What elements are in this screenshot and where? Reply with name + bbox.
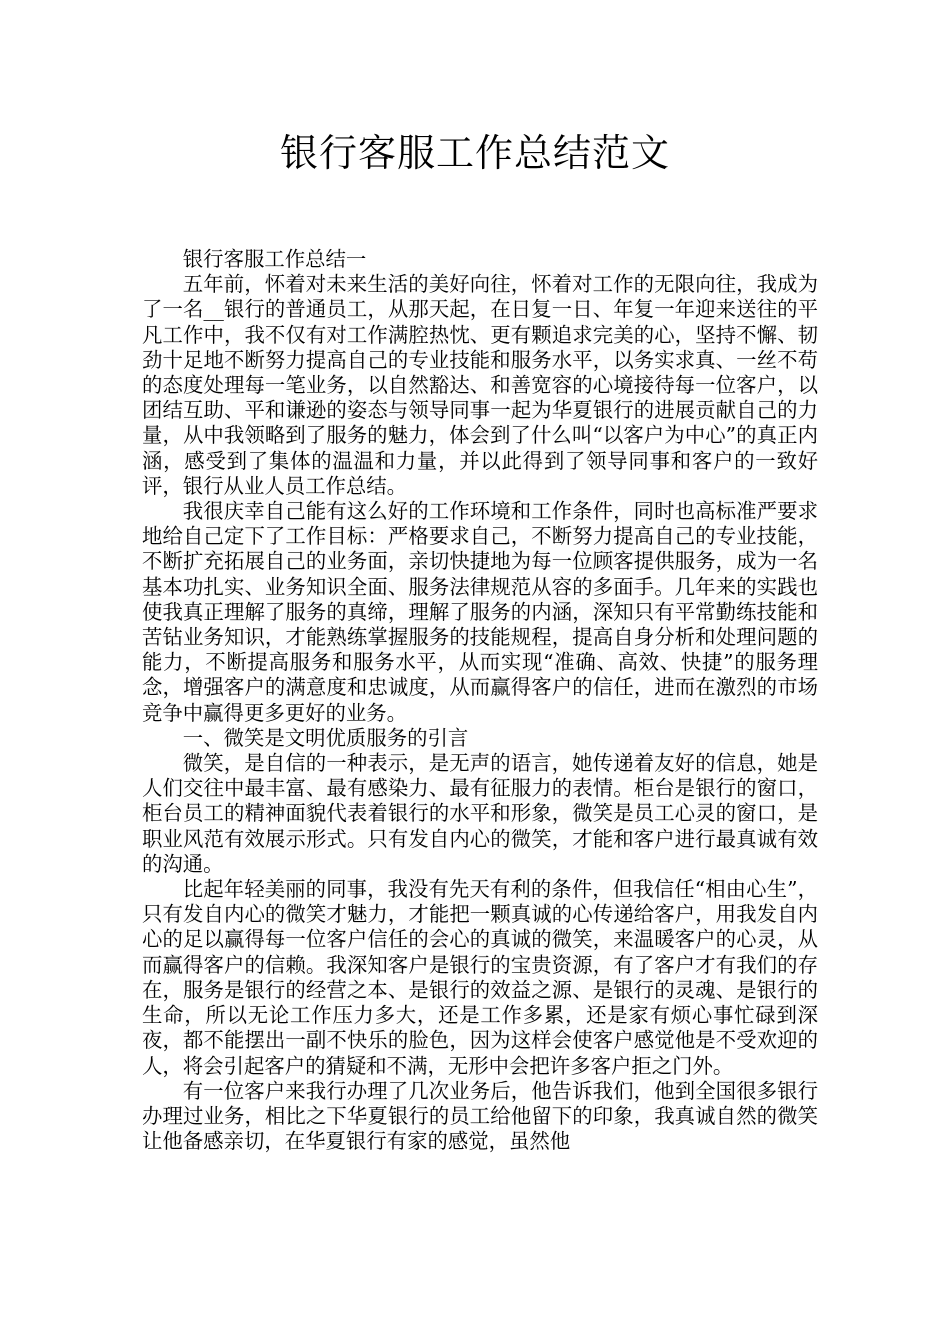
document-body xyxy=(142,247,818,1154)
paragraph: 微笑，是自信的一种表示，是无声的语言，她传递着友好的信息，她是人们交往中最丰富、最有感染力、最有征服力的表情。柜台是银行的窗口，柜台员工的精神面貌代表着银行的水平和形象，微笑是员工心灵的窗口，是职业风范有效展示形式。只有发自内心的微笑，才能和客户进行最真诚有效的沟通。 xyxy=(142,751,818,876)
paragraph: 我很庆幸自己能有这么好的工作环境和工作条件，同时也高标准严要求地给自己定下了工作目标：严格要求自己，不断努力提高自己的专业技能，不断扩充拓展自己的业务面，亲切快捷地为每一位顾客提供服务，成为一名基本功扎实、业务知识全面、服务法律规范从容的多面手。几年来的实践也使我真正理解了服务的真缔，理解了服务的内涵，深知只有平常勤练技能和苦钻业务知识，才能熟练掌握服务的技能规程，提高自身分析和处理问题的能力，不断提高服务和服务水平，从而实现“准确、高效、快捷”的服务理念，增强客户的满意度和忠诚度，从而赢得客户的信任，进而在激烈的市场竞争中赢得更多更好的业务。 xyxy=(142,499,818,725)
section-title: 银行客服工作总结一 xyxy=(182,247,367,271)
document-title: 银行客服工作总结范文 xyxy=(279,131,670,175)
paragraph: 有一位客户来我行办理了几次业务后，他告诉我们，他到全国很多银行办理过业务，相比之下华夏银行的员工给他留下的印象，我真诚自然的微笑让他备感亲切，在华夏银行有家的感觉，虽然他 xyxy=(142,1078,818,1154)
subheading: 一、微笑是文明优质服务的引言 xyxy=(182,725,469,750)
paragraph: 比起年轻美丽的同事，我没有先天有利的条件，但我信任“相由心生”，只有发自内心的微笑才魅力，才能把一颗真诚的心传递给客户，用我发自内心的足以赢得每一位客户信任的会心的真诚的微笑，来温暖客户的心灵，从而赢得客户的信赖。我深知客户是银行的宝贵资源，有了客户才有我们的存在，服务是银行的经营之本、是银行的效益之源、是银行的灵魂、是银行的生命，所以无论工作压力多大，还是工作多累，还是家有烦心事忙碌到深夜，都不能摆出一副不快乐的脸色，因为这样会使客户感觉他是不受欢迎的人，将会引起客户的猜疑和不满，无形中会把许多客户拒之门外。 xyxy=(142,877,818,1078)
paragraph: 五年前，怀着对未来生活的美好向往，怀着对工作的无限向往，我成为了一名__银行的普通员工，从那天起，在日复一日、年复一年迎来送往的平凡工作中，我不仅有对工作满腔热忱、更有颗追求完美的心，坚持不懈、韧劲十足地不断努力提高自己的专业技能和服务水平，以务实求真、一丝不苟的态度处理每一笔业务，以自然豁达、和善宽容的心境接待每一位客户，以团结互助、平和谦逊的姿态与领导同事一起为华夏银行的进展贡献自己的力量，从中我领略到了服务的魅力，体会到了什么叫“以客户为中心”的真正内涵，感受到了集体的温温和力量，并以此得到了领导同事和客户的一致好评，银行从业人员工作总结。 xyxy=(142,272,818,498)
